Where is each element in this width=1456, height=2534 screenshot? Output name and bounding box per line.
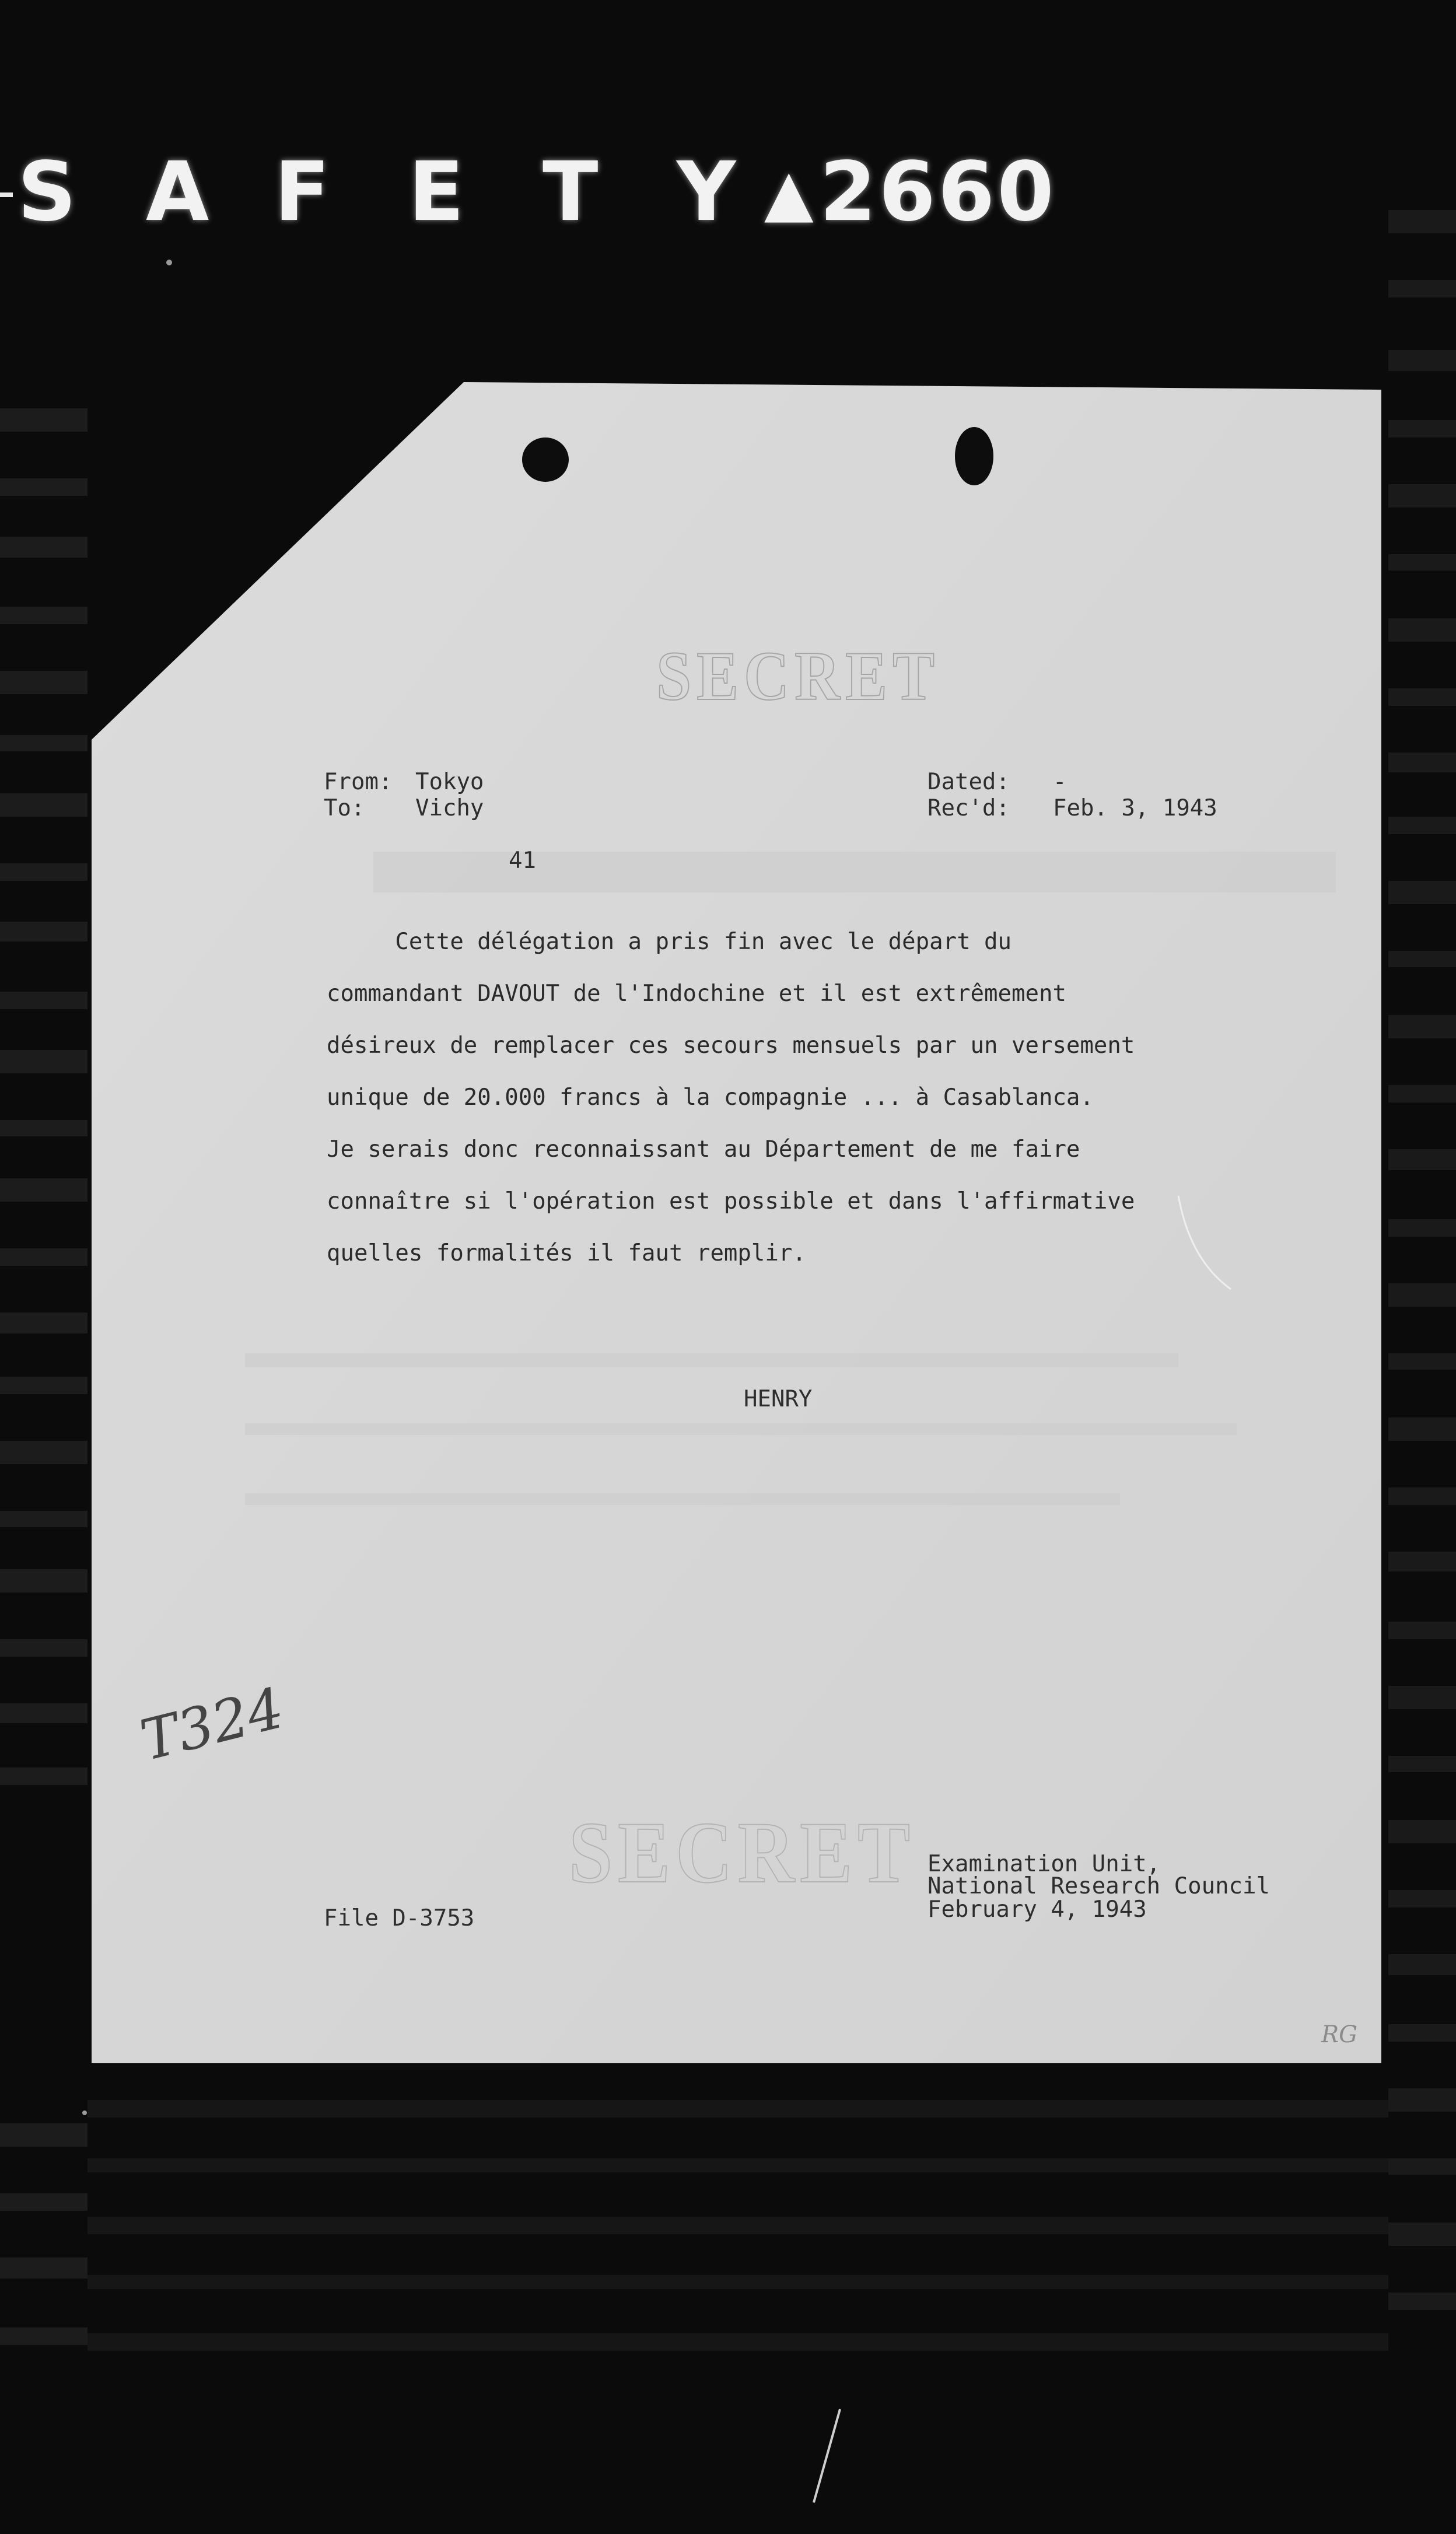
film-edge-frame-number: 2660 — [820, 145, 1056, 240]
punch-hole — [522, 438, 569, 482]
film-edge-letter: F — [274, 145, 332, 240]
body-line: connaître si l'opération est possible et dans l'affirmative — [327, 1188, 1135, 1214]
body-line: commandant DAVOUT de l'Indochine et il est extrêmement — [327, 981, 1066, 1007]
received-value: Feb. 3, 1943 — [1053, 795, 1217, 821]
handwritten-margin-note: T324 — [134, 1675, 290, 1774]
file-number: File D-3753 — [324, 1905, 475, 1931]
punch-hole — [955, 427, 993, 485]
film-edge-letter: Y — [677, 145, 738, 240]
body-line: désireux de remplacer ces secours mensuels par un versement — [327, 1032, 1135, 1059]
film-edge-triangle: ▲ — [764, 155, 816, 230]
secret-stamp-top: SECRET — [656, 637, 940, 715]
unit-name: Examination Unit, — [928, 1851, 1161, 1877]
secret-stamp-bottom: SECRET — [569, 1804, 916, 1901]
film-edge-letter: S — [18, 145, 79, 240]
body-line: quelles formalités il faut remplir. — [327, 1240, 806, 1266]
message-body — [327, 916, 1318, 1279]
from-label: From: — [324, 769, 393, 795]
film-edge-letter: T — [542, 145, 601, 240]
from-value: Tokyo — [415, 769, 484, 795]
unit-date: February 4, 1943 — [928, 1896, 1147, 1923]
message-number: 41 — [509, 848, 536, 874]
body-line: Cette délégation a pris fin avec le départ du — [327, 929, 1012, 955]
unit-council: National Research Council — [928, 1873, 1270, 1899]
body-line: Je serais donc reconnaissant au Département de me faire — [327, 1136, 1080, 1163]
dated-value: - — [1053, 769, 1067, 795]
to-label: To: — [324, 795, 365, 821]
handwritten-initials: RG — [1321, 2021, 1358, 2048]
body-line: unique de 20.000 francs à la compagnie ... à Casablanca. — [327, 1084, 1094, 1111]
film-edge-letter: E — [408, 145, 467, 240]
dated-label: Dated: — [928, 769, 1010, 795]
to-value: Vichy — [415, 795, 484, 821]
film-edge-letter: A — [146, 145, 212, 240]
signature: HENRY — [744, 1386, 813, 1412]
received-label: Rec'd: — [928, 795, 1010, 821]
